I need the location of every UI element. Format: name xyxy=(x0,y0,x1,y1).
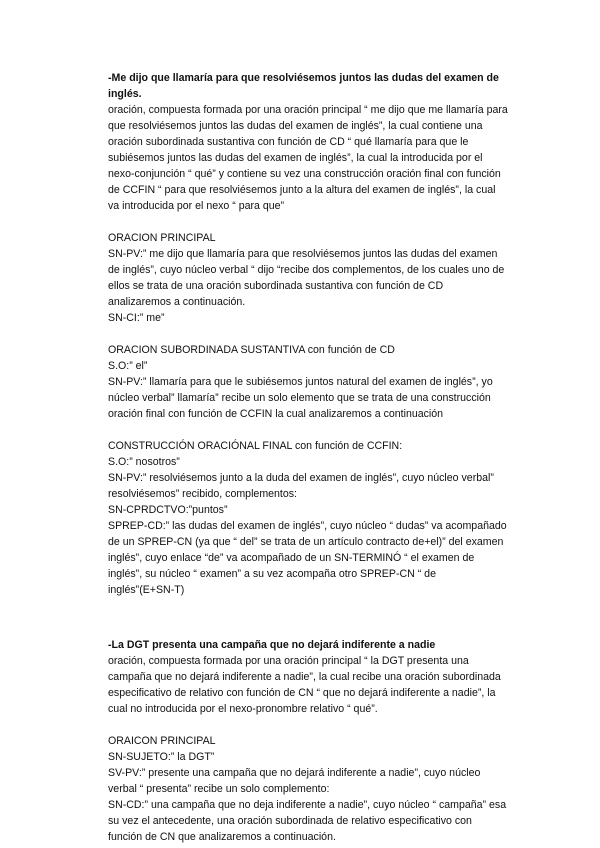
section-1-title xyxy=(108,70,538,102)
text-line: ORACION SUBORDINADA SUSTANTIVA con función de CD xyxy=(108,344,395,356)
section-1-subordinada xyxy=(108,342,538,422)
text-line: inglés”, cuyo enlace “de” va acompañado de un SN-TERMINÓ “ el examen de xyxy=(108,552,475,564)
section-2 xyxy=(108,637,538,845)
text-line: inglés”(E+SN-T) xyxy=(108,584,185,596)
section-2-principal xyxy=(108,733,538,845)
text-line: verbal “ presenta” recibe un solo complemento: xyxy=(108,783,330,795)
spacer xyxy=(108,717,538,733)
text-line: núcleo verbal” llamaría” recibe un solo elemento que se trata de una construcción xyxy=(108,392,491,404)
text-line: ORACION PRINCIPAL xyxy=(108,232,216,244)
text-line: S.O:” nosotros” xyxy=(108,456,180,468)
text-line: CONSTRUCCIÓN ORACIÓNAL FINAL con función de CCFIN: xyxy=(108,440,403,452)
text-line: SN-PV:” resolviésemos junto a la duda del examen de inglés”, cuyo núcleo verbal” xyxy=(108,472,494,484)
section-2-title xyxy=(108,637,538,653)
text-line: SN-CPRDCTVO:”puntos” xyxy=(108,504,228,516)
text-line: resolviésemos” recibido, complementos: xyxy=(108,488,297,500)
section-1-intro xyxy=(108,102,538,214)
section-1 xyxy=(108,70,538,598)
text-line: ellos se trata de una oración subordinada sustantiva con función de CD xyxy=(108,280,444,292)
spacer xyxy=(108,614,538,637)
text-line: SN-PV:” llamaría para que le subiésemos juntos natural del examen de inglés”, yo xyxy=(108,376,493,388)
text-line: S.O:” el” xyxy=(108,360,148,372)
spacer xyxy=(108,422,538,438)
section-1-construccion xyxy=(108,438,538,598)
text-line: nexo-conjunción “ qué” y contiene su vez una construcción oración final con función xyxy=(108,168,501,180)
text-line: subiésemos juntos las dudas del examen de inglés”, la cual la introducida por el xyxy=(108,152,483,164)
section-2-intro xyxy=(108,653,538,717)
text-line: oración subordinada sustantiva con función de CD “ qué llamaría para que le xyxy=(108,136,469,148)
text-line: SN-SUJETO:” la DGT” xyxy=(108,751,215,763)
text-line: SV-PV:” presente una campaña que no dejará indiferente a nadie”, cuyo núcleo xyxy=(108,767,481,779)
spacer xyxy=(108,598,538,614)
spacer xyxy=(108,326,538,342)
spacer xyxy=(108,214,538,230)
text-line: de inglés”, cuyo núcleo verbal “ dijo “recibe dos complementos, de los cuales uno de xyxy=(108,264,505,276)
text-line: analizaremos a continuación. xyxy=(108,296,246,308)
title-line: -La DGT presenta una campaña que no dejará indiferente a nadie xyxy=(108,639,436,651)
text-line: especificativo de relativo con función de CN “ que no dejará indiferente a nadie”, la xyxy=(108,687,496,699)
text-line: va introducida por el nexo “ para que” xyxy=(108,200,285,212)
section-1-principal xyxy=(108,230,538,326)
document-page xyxy=(108,70,538,845)
text-line: de un SPREP-CN (ya que “ del” se trata de un artículo contracto de+el)” del examen xyxy=(108,536,504,548)
text-line: campaña que no dejará indiferente a nadie”, la cual recibe una oración subordinada xyxy=(108,671,501,683)
text-line: función de CN que analizaremos a continuación. xyxy=(108,831,336,843)
text-line: oración, compuesta formada por una oración principal “ me dijo que me llamaría para xyxy=(108,104,508,116)
text-line: oración, compuesta formada por una oración principal “ la DGT presenta una xyxy=(108,655,469,667)
text-line: SN-PV:” me dijo que llamaría para que resolviésemos juntos las dudas del examen xyxy=(108,248,498,260)
title-line: -Me dijo que llamaría para que resolviésemos juntos las dudas del examen de xyxy=(108,72,499,84)
text-line: inglés”, su núcleo “ examen” a su vez acompaña otro SPREP-CN “ de xyxy=(108,568,436,580)
text-line: ORAICON PRINCIPAL xyxy=(108,735,216,747)
text-line: oración final con función de CCFIN la cual analizaremos a continuación xyxy=(108,408,444,420)
text-line: SN-CI:” me” xyxy=(108,312,165,324)
text-line: cual no introducida por el nexo-pronombre relativo “ qué”. xyxy=(108,703,378,715)
text-line: que resolviésemos juntos las dudas del examen de inglés”, la cual contiene una xyxy=(108,120,483,132)
text-line: SN-CD:” una campaña que no deja indiferente a nadie”, cuyo núcleo “ campaña” esa xyxy=(108,799,507,811)
text-line: de CCFIN “ para que resolviésemos junto a la altura del examen de inglés”, la cual xyxy=(108,184,496,196)
title-line: inglés. xyxy=(108,88,142,100)
text-line: SPREP-CD:” las dudas del examen de inglés”, cuyo núcleo “ dudas” va acompañado xyxy=(108,520,507,532)
text-line: su vez el antecedente, una oración subordinada de relativo especificativo con xyxy=(108,815,472,827)
